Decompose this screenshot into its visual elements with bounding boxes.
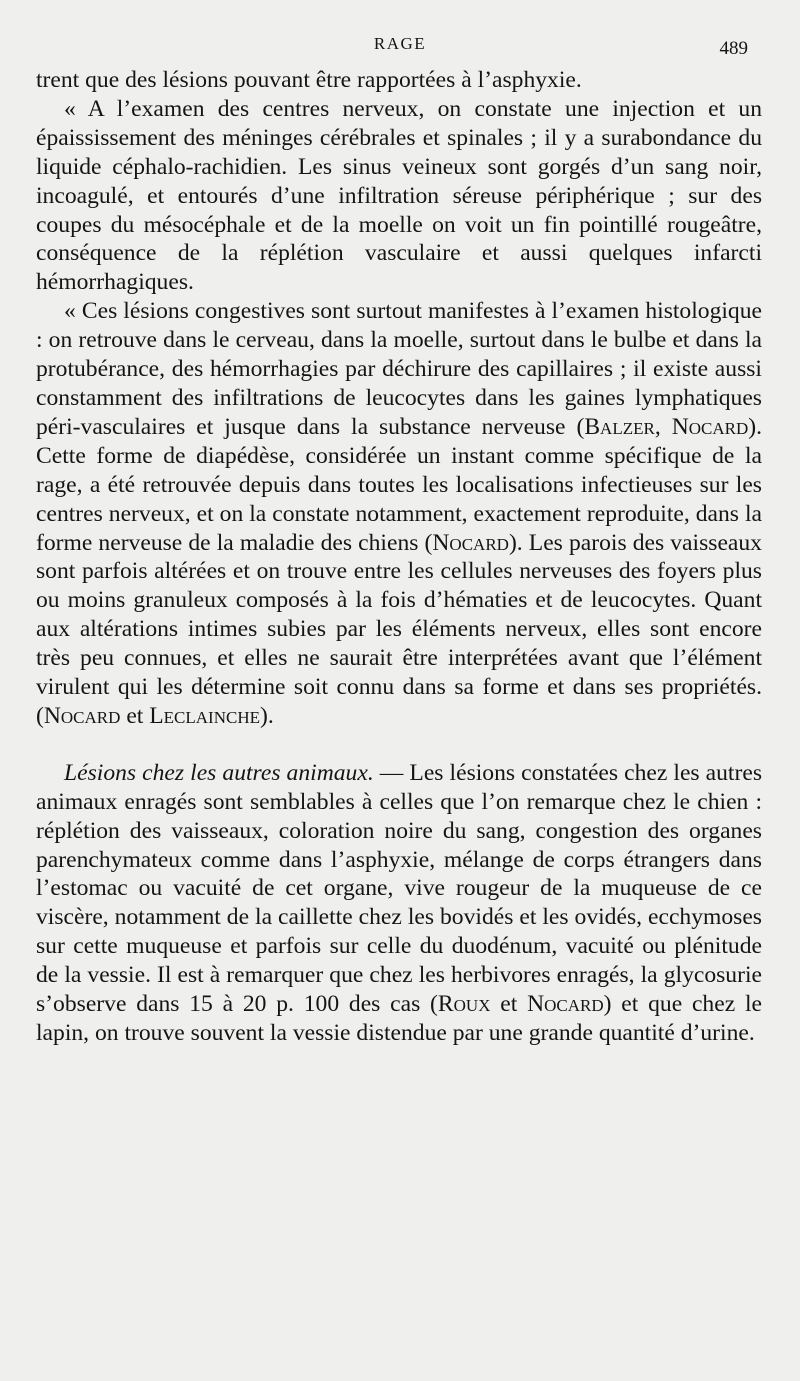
text-segment: ) et que chez le lapin, on trouve souvent la vessie distendue par une grande quantité d’urine. — [36, 991, 762, 1046]
author-name: Balzer — [584, 413, 655, 440]
paragraph-text: trent que des lésions pouvant être rapportées à l’asphyxie. — [36, 67, 582, 93]
paragraph-text: « A l’examen des centres nerveux, on constate une injection et un épaississement des méninges cérébrales et spinales ; il y a surabondance du liquide céphalo-rachidien. Les sinus veineux sont gorgés d’un sang noir, incoagulé, et entourés d’une infiltration séreuse périphérique ; sur des coupes du mésocéphale et de la moelle on voit un fin pointillé rougeâtre, conséquence de la réplétion vasculaire et aussi quelques infarcti hémorrhagiques. — [36, 95, 762, 296]
author-name: Nocard — [43, 702, 121, 729]
page-number: 489 — [719, 38, 748, 59]
text-segment: et — [120, 702, 150, 729]
text-segment: et — [490, 991, 528, 1018]
text-segment: ). Les parois des vaisseaux sont parfois altérées et on trouve entre les cellules nerveuses des foyers plus ou moins granuleux composés à la fois d’hématies et de leucocytes. Quant aux altérations intimes subies par les éléments nerveux, elles sont encore très peu connues, et elles ne saurait être interprétées avant que l’élément virulent qui les détermine soit connu dans sa forme et dans ses propriétés. ( — [36, 529, 762, 729]
text-segment: — Les lésions constatées chez les autres animaux enragés sont semblables à celles que l’on remarque chez le chien : réplétion des vaisseaux, coloration noire du sang, congestion des organes parenchymateux comme dans l’asphyxie, mélange de corps étrangers dans l’estomac ou vacuité de cet organe, vive rougeur de la muqueuse de ce viscère, notamment de la caillette chez les bovidés et les ovidés, ecchymoses sur cette muqueuse et parfois sur celle du duodénum, vacuité ou plénitude de la vessie. Il est à remarquer que chez les herbivores enragés, la glycosurie s’observe dans 15 à 20 p. 100 des cas ( — [36, 759, 763, 1018]
page-header — [36, 30, 764, 60]
author-name: Nocard — [432, 529, 509, 556]
running-title: RAGE — [373, 34, 427, 53]
section-heading: Lésions chez les autres animaux. — [64, 759, 374, 786]
author-name: Nocard — [671, 413, 749, 440]
text-segment: « Ces lésions congestives sont surtout manifestes à l’examen histologique : on retrouve dans le cerveau, dans la moelle, surtout dans le bulbe et dans la protubérance, des hémorrhagies par déchirure des capillaires ; il existe aussi constamment des infiltrations de leucocytes dans les gaines lymphatiques péri-vasculaires et jusque dans la substance nerveuse ( — [36, 298, 762, 440]
paragraph-other-animals — [36, 759, 762, 1048]
paragraph-histology — [36, 297, 762, 731]
text-segment: ). — [259, 702, 274, 729]
author-name: Roux — [437, 991, 491, 1018]
text-segment: , — [654, 413, 672, 440]
author-name: Leclainche — [149, 702, 260, 729]
paragraph-continuation — [36, 66, 762, 95]
paragraph-nervous-centers — [36, 95, 762, 297]
author-name: Nocard — [527, 991, 604, 1018]
text-segment: ). Cette forme de diapédèse, considérée un instant comme spécifique de la rage, a été retrouvée depuis dans toutes les localisations infectieuses sur les centres nerveux, et on la constate notamment, exactement reproduite, dans la forme nerveuse de la maladie des chiens ( — [36, 413, 763, 556]
body-text — [36, 66, 762, 1048]
